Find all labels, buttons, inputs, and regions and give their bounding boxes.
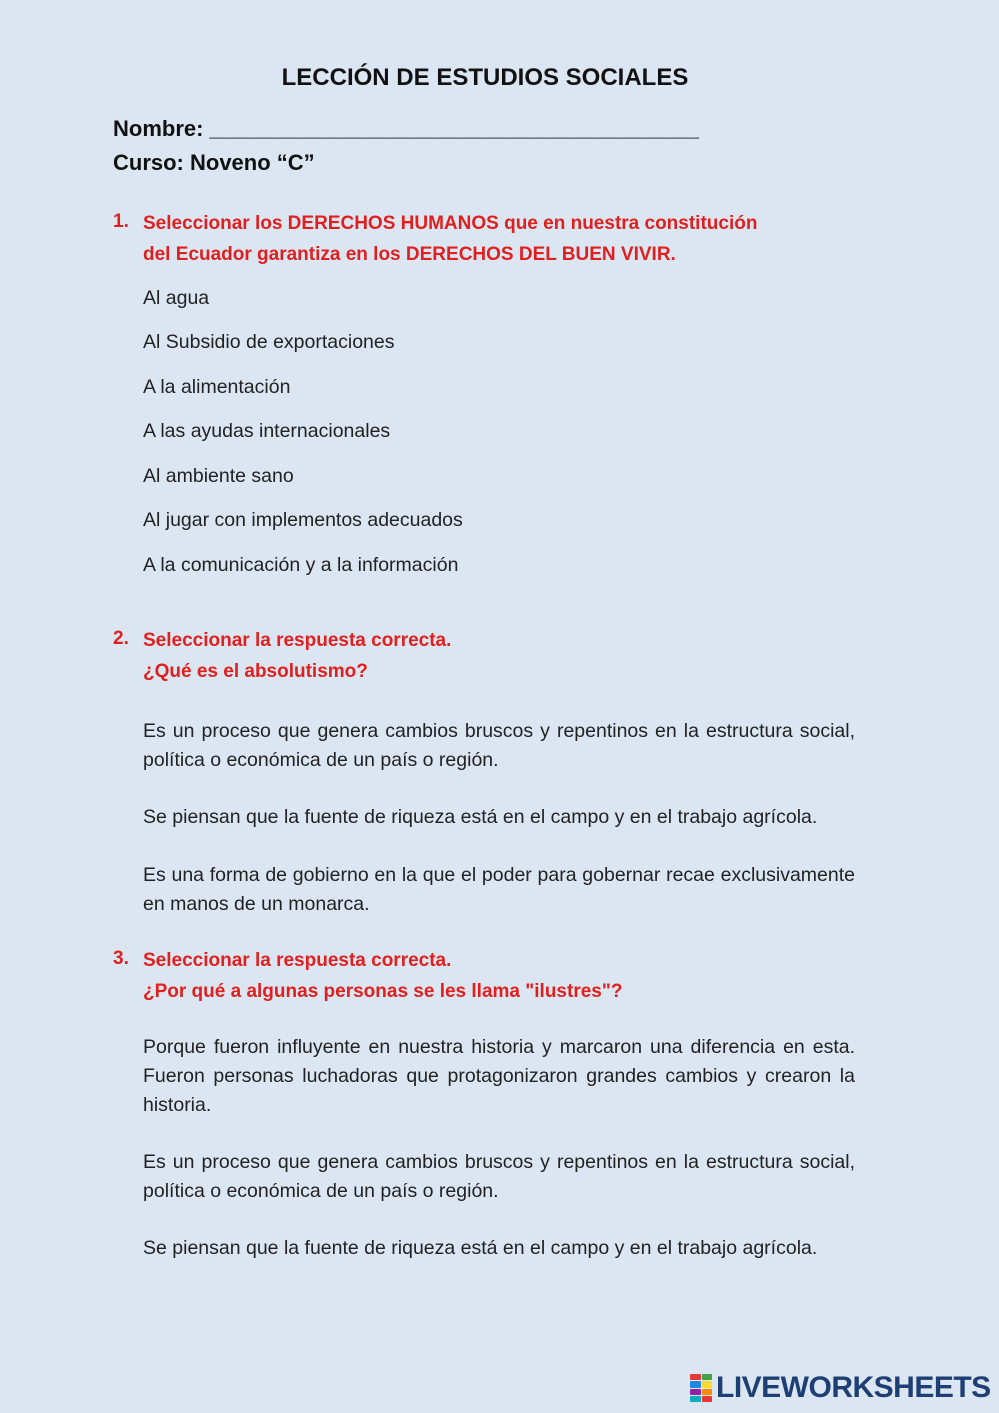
logo-block (702, 1374, 713, 1380)
question-1-prompt (143, 208, 863, 270)
question-3-prompt (143, 945, 863, 1007)
liveworksheets-logo-icon (690, 1374, 712, 1402)
question-2-prompt-line: Seleccionar la respuesta correcta. (143, 630, 452, 651)
logo-block (690, 1374, 701, 1380)
question-2-option[interactable]: Es un proceso que genera cambios bruscos y repentinos en la estructura social, política o económica de un país o región. (143, 720, 855, 771)
course-field: Curso: Noveno “C” (113, 150, 315, 175)
logo-block (690, 1396, 701, 1402)
question-1-option[interactable]: Al ambiente sano (143, 465, 294, 487)
question-1-option[interactable]: Al Subsidio de exportaciones (143, 331, 395, 353)
question-1-option[interactable]: Al agua (143, 287, 210, 309)
question-1-prompt-line: del Ecuador garantiza en los DERECHOS DEL BUEN VIVIR. (143, 244, 676, 265)
question-2-prompt (143, 625, 863, 687)
question-1-prompt-line: Seleccionar los DERECHOS HUMANOS que en nuestra constitución (143, 213, 758, 234)
question-3-option[interactable]: Porque fueron influyente en nuestra historia y marcaron una diferencia en esta. Fueron personas luchadoras que protagonizaron grandes cambios y crearon la historia. (143, 1036, 855, 1116)
liveworksheets-brand (690, 1370, 991, 1406)
question-1-option[interactable]: A las ayudas internacionales (143, 420, 391, 442)
logo-block (702, 1389, 713, 1395)
question-2-option[interactable]: Se piensan que la fuente de riqueza está en el campo y en el trabajo agrícola. (143, 806, 818, 828)
logo-block (702, 1396, 713, 1402)
question-3-number: 3. (113, 948, 129, 969)
question-2-number: 2. (113, 628, 129, 649)
brand-name: LIVEWORKSHEETS (716, 1371, 991, 1404)
question-1-option[interactable]: A la comunicación y a la información (143, 554, 459, 576)
question-1-option[interactable]: Al jugar con implementos adecuados (143, 509, 463, 531)
question-3-prompt-line: ¿Por qué a algunas personas se les llama "ilustres"? (143, 981, 623, 1002)
question-3-option[interactable]: Es un proceso que genera cambios bruscos y repentinos en la estructura social, política o económica de un país o región. (143, 1151, 855, 1202)
question-2-prompt-line: ¿Qué es el absolutismo? (143, 661, 368, 682)
name-field: Nombre: ________________________________________ (113, 116, 699, 141)
question-3-prompt-line: Seleccionar la respuesta correcta. (143, 950, 452, 971)
logo-block (690, 1389, 701, 1395)
question-3-option[interactable]: Se piensan que la fuente de riqueza está en el campo y en el trabajo agrícola. (143, 1237, 818, 1259)
logo-block (690, 1381, 701, 1387)
question-2-option[interactable]: Es una forma de gobierno en la que el poder para gobernar recae exclusivamente en manos de un monarca. (143, 864, 855, 915)
page-title: LECCIÓN DE ESTUDIOS SOCIALES (281, 64, 689, 91)
question-1-option[interactable]: A la alimentación (143, 376, 291, 398)
logo-block (702, 1381, 713, 1387)
question-1-number: 1. (113, 211, 129, 232)
